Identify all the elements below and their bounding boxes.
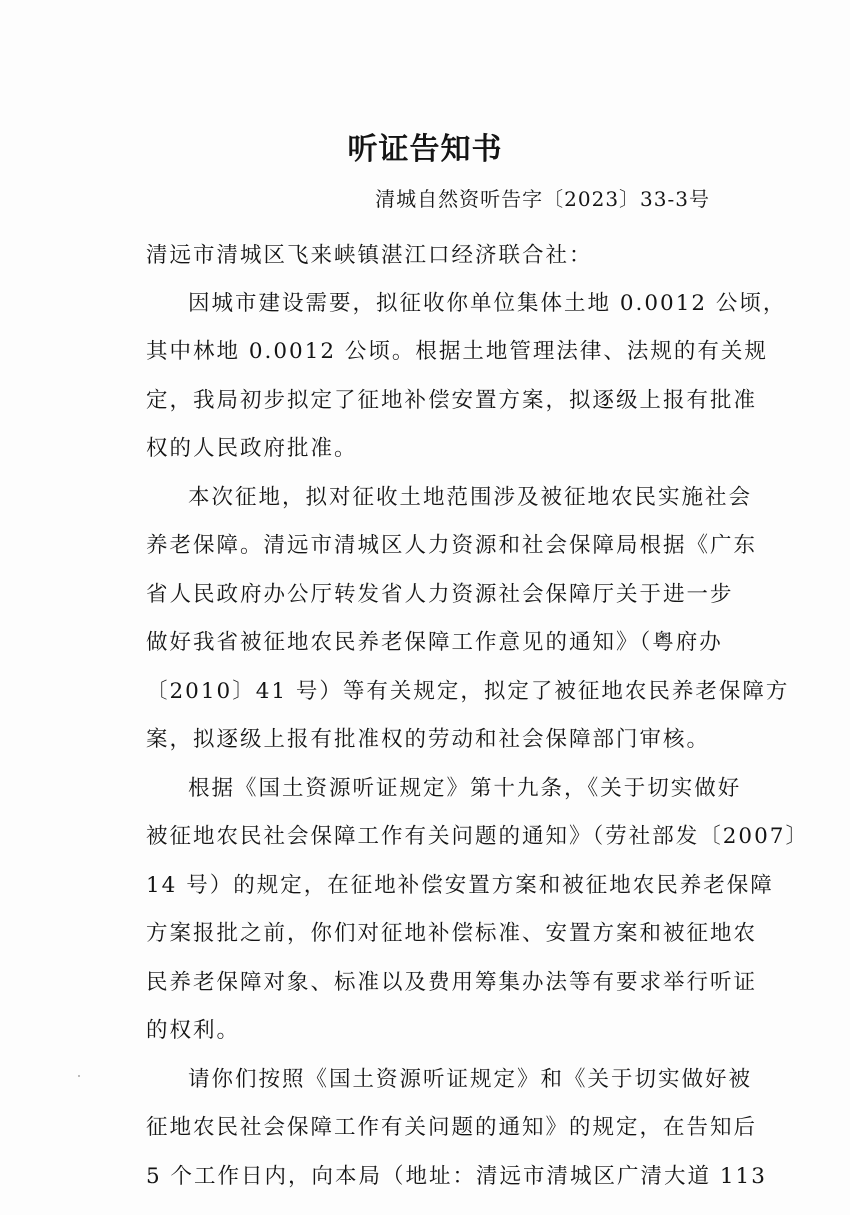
body-line: 〔2010〕41 号）等有关规定，拟定了被征地农民养老保障方	[146, 679, 790, 704]
body-line: 被征地农民社会保障工作有关问题的通知》（劳社部发〔2007〕	[146, 824, 809, 849]
body-line: 权的人民政府批准。	[146, 436, 358, 461]
body-line: 5 个工作日内，向本局（地址：清远市清城区广清大道 113	[146, 1164, 767, 1189]
body-line: 本次征地，拟对征收土地范围涉及被征地农民实施社会	[188, 485, 753, 510]
body-line: 请你们按照《国土资源听证规定》和《关于切实做好被	[188, 1067, 753, 1092]
body-line: 14 号）的规定，在征地补偿安置方案和被征地农民养老保障	[146, 873, 774, 898]
scan-speck	[78, 1075, 80, 1077]
body-line: 的权利。	[146, 1018, 241, 1043]
body-line: 征地农民社会保障工作有关问题的通知》的规定，在告知后	[146, 1115, 758, 1140]
body-line: 做好我省被征地农民养老保障工作意见的通知》（粤府办	[146, 630, 723, 655]
body-line: 省人民政府办公厅转发省人力资源社会保障厅关于进一步	[146, 582, 734, 607]
body-line: 因城市建设需要，拟征收你单位集体土地 0.0012 公顷，	[188, 291, 787, 316]
document-title: 听证告知书	[347, 132, 503, 167]
body-line: 方案报批之前，你们对征地补偿标准、安置方案和被征地农	[146, 921, 758, 946]
body-line: 案，拟逐级上报有批准权的劳动和社会保障部门审核。	[146, 727, 711, 752]
body-line: 根据《国土资源听证规定》第十九条，《关于切实做好	[188, 776, 742, 801]
addressee: 清远市清城区飞来峡镇湛江口经济联合社：	[146, 243, 593, 268]
body-line: 民养老保障对象、标准以及费用筹集办法等有要求举行听证	[146, 970, 758, 995]
body-line: 定，我局初步拟定了征地补偿安置方案，拟逐级上报有批准	[146, 388, 758, 413]
document-number: 清城自然资听告字〔2023〕33-3号	[375, 187, 710, 211]
body-line: 养老保障。清远市清城区人力资源和社会保障局根据《广东	[146, 533, 758, 558]
body-line: 其中林地 0.0012 公顷。根据土地管理法律、法规的有关规	[146, 339, 768, 364]
